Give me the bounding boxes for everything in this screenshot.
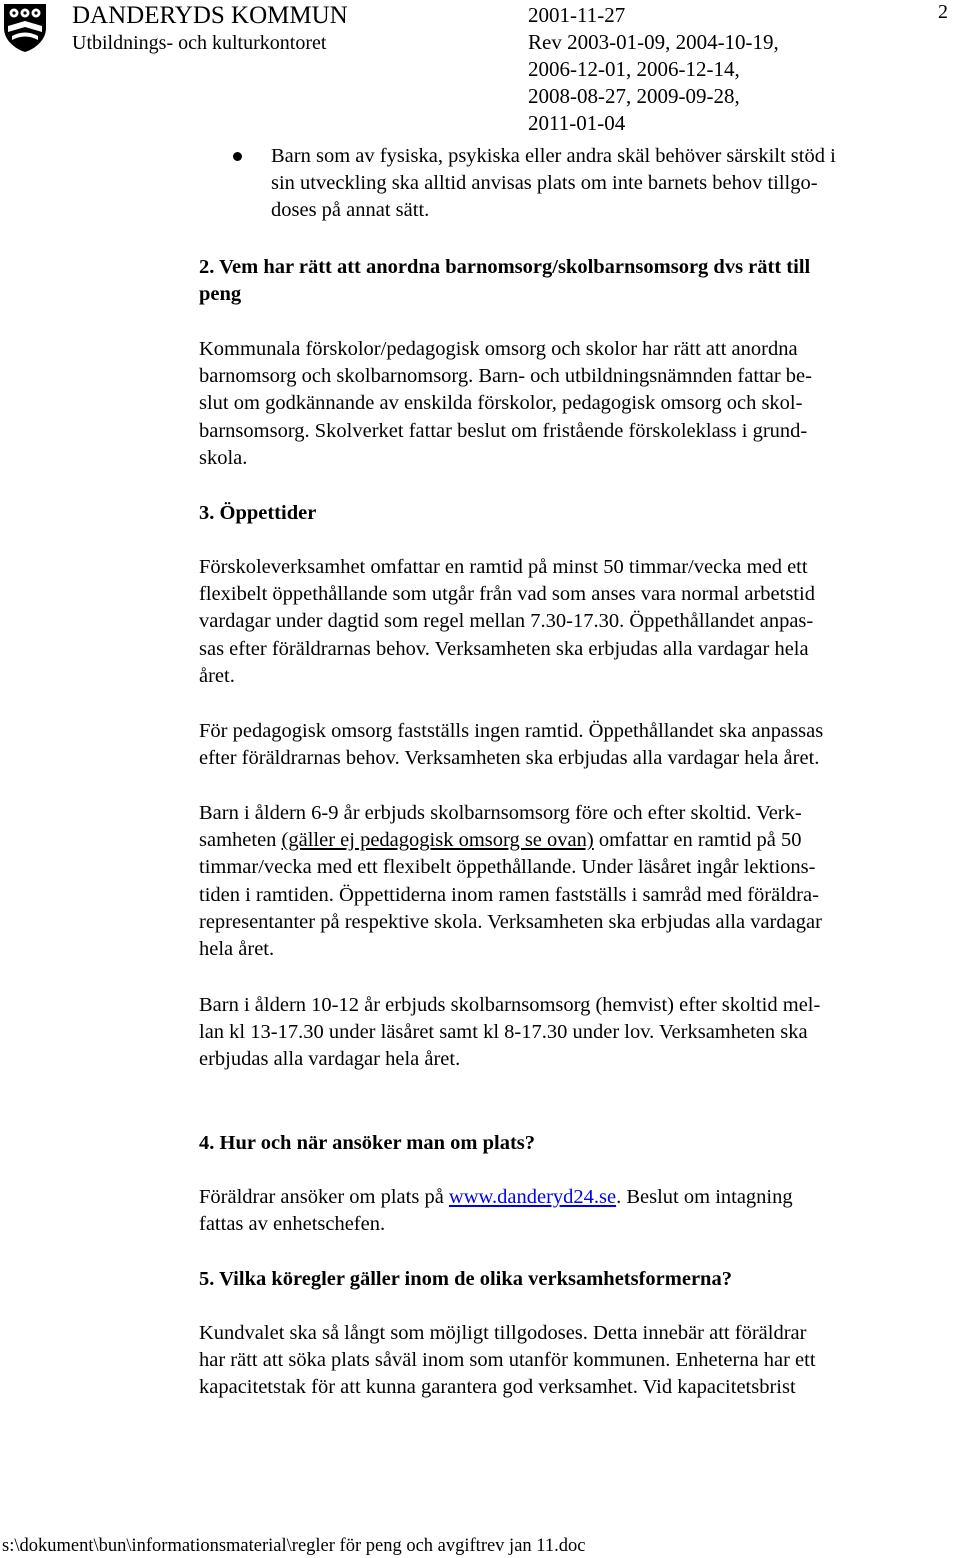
text-line: Kommunala förskolor/pedagogisk omsorg och skolor har rätt att anordna — [199, 338, 798, 360]
text-line: slut om godkännande av enskilda förskolor, pedagogisk omsorg och skol- — [199, 392, 803, 415]
text-line: För pedagogisk omsorg fastställs ingen ramtid. Öppethållandet ska anpassas — [199, 720, 824, 742]
text-segment: samheten — [199, 829, 282, 852]
page-number: 2 — [938, 1, 948, 23]
text-line: representanter på respektive skola. Verksamheten ska erbjudas alla vardagar — [199, 910, 822, 933]
section-2-paragraph — [199, 336, 812, 472]
text-line: vardagar under dagtid som regel mellan 7.30-17.30. Öppethållandet anpas- — [199, 610, 814, 633]
municipality-logo — [2, 2, 48, 54]
section-4-paragraph — [199, 1184, 793, 1238]
text-line: timmar/vecka med ett flexibelt öppethållande. Under läsåret ingår lektions- — [199, 856, 816, 879]
revision-line: Rev 2003-01-09, 2004-10-19, — [528, 30, 779, 54]
org-name: DANDERYDS KOMMUN — [72, 2, 348, 29]
coat-of-arms-icon — [2, 2, 48, 54]
text-segment: omfattar en ramtid på 50 — [593, 829, 802, 852]
text-line: Kundvalet ska så långt som möjligt tillgodoses. Detta innebär att föräldrar — [199, 1322, 807, 1344]
revision-line: 2006-12-01, 2006-12-14, — [528, 57, 740, 81]
section-3-paragraph-4 — [199, 992, 820, 1074]
text-line: tiden i ramtiden. Öppettiderna inom ramen fastställs i samråd med föräldra- — [199, 883, 819, 906]
section-3-paragraph-1 — [199, 554, 815, 690]
section-4-heading: 4. Hur och när ansöker man om plats? — [199, 1132, 536, 1154]
section-5-heading: 5. Vilka köregler gäller inom de olika verksamhetsformerna? — [199, 1268, 732, 1290]
text-line: skola. — [199, 446, 248, 469]
text-line — [199, 1184, 793, 1211]
section-3-heading: 3. Öppettider — [199, 502, 317, 524]
text-line: efter föräldrarnas behov. Verksamheten ska erbjudas alla vardagar hela året. — [199, 747, 820, 770]
heading-line: 2. Vem har rätt att anordna barnomsorg/skolbarnsomsorg dvs rätt till — [199, 256, 811, 278]
text-line: flexibelt öppethållande som utgår från vad som anses vara normal arbetstid — [199, 583, 815, 606]
revision-line: 2011-01-04 — [528, 111, 626, 135]
bullet-icon — [233, 152, 242, 161]
text-line: barnomsorg och skolbarnomsorg. Barn- och utbildningsnämnden fattar be- — [199, 365, 812, 388]
text-line: Barn i åldern 10-12 år erbjuds skolbarnsomsorg (hemvist) efter skoltid mel- — [199, 994, 821, 1016]
text-line: Förskoleverksamhet omfattar en ramtid på minst 50 timmar/vecka med ett — [199, 556, 808, 578]
text-line: fattas av enhetschefen. — [199, 1213, 386, 1236]
danderyd24-link[interactable]: www.danderyd24.se — [448, 1186, 617, 1208]
text-line: året. — [199, 664, 235, 687]
heading-line: peng — [199, 283, 242, 306]
text-line: hela året. — [199, 937, 275, 960]
underlined-note: (gäller ej pedagogisk omsorg se ovan) — [281, 829, 594, 852]
section-2-heading — [199, 254, 810, 308]
text-line: sin utveckling ska alltid anvisas plats om inte barnets behov tillgo- — [271, 172, 818, 195]
revision-line: 2008-08-27, 2009-09-28, — [528, 84, 740, 108]
text-line: Barn i åldern 6-9 år erbjuds skolbarnsomsorg före och efter skoltid. Verk- — [199, 802, 802, 824]
document-date: 2001-11-27 — [528, 3, 626, 27]
section-3-paragraph-3 — [199, 800, 822, 963]
text-line: kapacitetstak för att kunna garantera god verksamhet. Vid kapacitetsbrist — [199, 1376, 796, 1399]
bullet-paragraph — [271, 143, 836, 225]
revision-list — [528, 29, 779, 137]
text-line: lan kl 13-17.30 under läsåret samt kl 8-17.30 under lov. Verksamheten ska — [199, 1021, 808, 1044]
text-line — [199, 827, 822, 854]
text-line: erbjudas alla vardagar hela året. — [199, 1048, 461, 1071]
section-3-paragraph-2 — [199, 718, 823, 772]
text-line: har rätt att söka plats såväl inom som utanför kommunen. Enheterna har ett — [199, 1349, 816, 1372]
section-5-paragraph — [199, 1320, 816, 1402]
text-segment: Föräldrar ansöker om plats på — [199, 1186, 449, 1208]
footer-file-path: s:\dokument\bun\informationsmaterial\regler för peng och avgiftrev jan 11.doc — [2, 1536, 586, 1556]
text-segment: . Beslut om intagning — [616, 1186, 793, 1208]
text-line: barnsomsorg. Skolverket fattar beslut om fristående förskoleklass i grund- — [199, 419, 808, 442]
text-line: sas efter föräldrarnas behov. Verksamheten ska erbjudas alla vardagar hela — [199, 637, 809, 660]
department-name: Utbildnings- och kulturkontoret — [72, 32, 327, 54]
text-line: Barn som av fysiska, psykiska eller andra skäl behöver särskilt stöd i — [271, 145, 836, 167]
text-line: doses på annat sätt. — [271, 199, 430, 222]
